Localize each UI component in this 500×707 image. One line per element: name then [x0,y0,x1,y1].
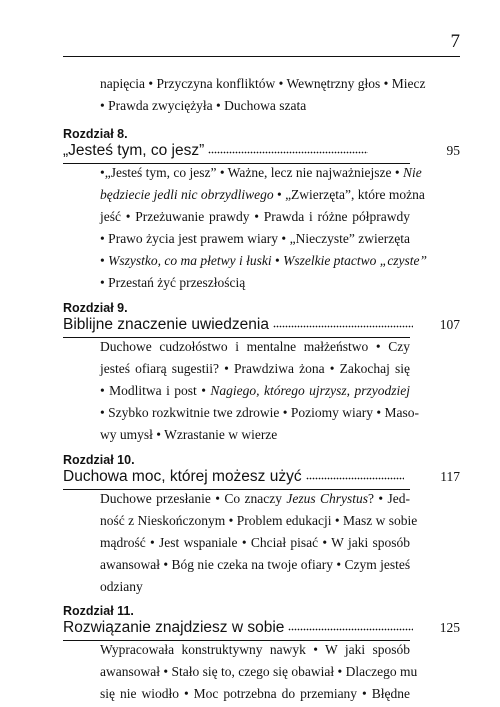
chapter-11-title-row[interactable] [63,618,460,640]
chapter-8-label: Rozdział 8. [63,127,128,141]
chapter-8-title-row[interactable] [63,141,460,163]
chapter-11-page: 125 [439,620,460,635]
chapter-8-title[interactable]: „Jesteś tym, co jesz” [63,142,205,159]
chapter-8-line-5: • Wszystko, co ma płetwy i łuski • Wszelkie ptactwo „czyste” [100,253,428,268]
chapter-9-line-5: wy umysł • Wzrastanie w wierze [100,427,278,442]
chapter-8-page: 95 [446,143,460,158]
chapter-11-line-3: się nie wiodło • Moc potrzebna do przemiany • Błędne [100,686,410,701]
chapter-9-line-3: • Modlitwa i post • Nagiego, którego ujrzysz, przyodziej [100,383,410,398]
chapter-9-page: 107 [439,317,460,332]
chapter-8-line-3: jeść • Przeżuwanie prawdy • Prawda i różne półprawdy [100,209,410,224]
chapter-10-label: Rozdział 10. [63,453,135,467]
page-number: 7 [450,31,460,52]
chapter-10-page: 117 [440,469,460,484]
chapter-11-leader-dots [288,620,413,632]
chapter-10-title[interactable]: Duchowa moc, której możesz użyć [63,468,302,485]
chapter-8-line-2: będziecie jedli nic obrzydliwego • „Zwierzęta”, które można [100,187,425,202]
chapter-8-line-6: • Przestań żyć przeszłością [100,275,246,290]
chapter-9-title-row[interactable] [63,315,460,337]
chapter-10-line-3: mądrość • Jest wspaniale • Chciał pisać • W jaki sposób [100,535,410,550]
chapter-11-line-1: Wypracowała konstruktywny nawyk • W jaki sposób [100,642,410,657]
header-rule [63,56,460,57]
chapter-8-leader-dots [208,143,368,155]
chapter-10-line-1: Duchowe przesłanie • Co znaczy Jezus Chrystus? • Jed- [100,491,410,506]
chapter-11-label: Rozdział 11. [63,604,134,618]
chapter-9-leader-dots [273,317,413,329]
chapter-9-label: Rozdział 9. [63,301,128,315]
chapter-10-title-row[interactable] [63,467,460,489]
chapter-10-line-5: odziany [100,579,143,594]
chapter-11-line-2: awansował • Stało się to, czego się obawiał • Dlaczego mu [100,664,418,679]
chapter-11-title[interactable]: Rozwiązanie znajdziesz w sobie [63,619,285,636]
chapter-9-line-1: Duchowe cudzołóstwo i mentalne małżeństwo • Czy [100,339,410,354]
intro-line-1: napięcia • Przyczyna konfliktów • Wewnętrzny głos • Miecz [100,76,426,91]
chapter-8-line-4: • Prawo życia jest prawem wiary • „Nieczyste” zwierzęta [100,231,410,246]
chapter-10-line-2: ność z Nieskończonym • Problem edukacji • Masz w sobie [100,513,418,528]
chapter-10-line-4: awansował • Bóg nie czeka na twoje ofiary • Czym jesteś [100,557,411,572]
chapter-9-line-4: • Szybko rozkwitnie twe zdrowie • Poziomy wiary • Maso- [100,405,419,420]
intro-line-2: • Prawda zwyciężyła • Duchowa szata [100,98,307,113]
chapter-8-line-1: •„Jesteś tym, co jesz” • Ważne, lecz nie najważniejsze • Nie [100,165,422,180]
chapter-10-leader-dots [306,469,404,481]
chapter-9-title[interactable]: Biblijne znaczenie uwiedzenia [63,316,269,333]
chapter-9-line-2: jesteś ofiarą sugestii? • Prawdziwa żona • Zakochaj się [100,361,410,376]
